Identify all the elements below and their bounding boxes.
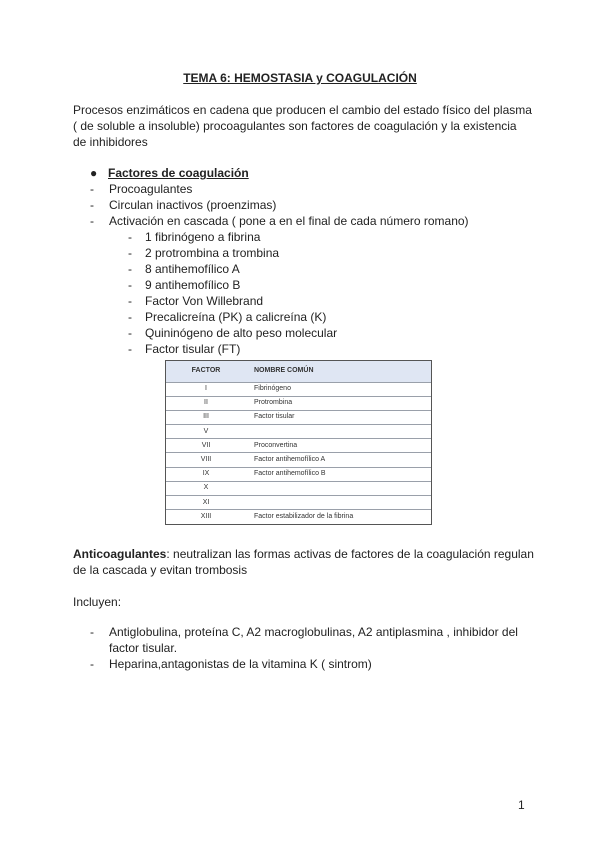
list-item: - Antiglobulina, proteína C, A2 macroglobulinas, A2 antiplasmina , inhibidor del factor tisular. [90, 624, 530, 656]
name-cell [246, 481, 431, 495]
factor-cell: VIII [200, 456, 212, 464]
sublist-item: - 2 protrombina a trombina [128, 245, 337, 261]
incluyen-label: Incluyen: [73, 595, 122, 609]
list-item: - Activación en cascada ( pone a en el final de cada número romano) [90, 213, 469, 229]
factor-cell: V [203, 427, 209, 435]
name-cell [246, 425, 431, 439]
sublist-item: - Precalicreína (PK) a calicreína (K) [128, 309, 337, 325]
table-row [166, 410, 431, 424]
section-heading-text: Factores de coagulación [108, 166, 249, 180]
factor-cell: IX [202, 470, 210, 478]
name-cell [246, 496, 431, 510]
name-cell: Protrombina [254, 399, 293, 407]
anticoagulants-term: Anticoagulantes [73, 547, 167, 561]
factor-cell: XIII [200, 513, 212, 521]
name-cell: Proconvertina [254, 441, 298, 449]
header-common-name: NOMBRE COMÚN [254, 367, 314, 375]
anticoagulants-paragraph [73, 546, 543, 578]
factor-cell: XI [202, 498, 210, 506]
factors-table [166, 361, 431, 524]
list-item: - Heparina,antagonistas de la vitamina K ( sintrom) [90, 656, 530, 672]
list-item: - Procoagulantes [90, 181, 469, 197]
table-header-row [166, 361, 431, 382]
table-row [166, 396, 431, 410]
sublist-item: - 9 antihemofílico B [128, 277, 337, 293]
table-row [166, 425, 431, 439]
section-heading [90, 165, 249, 181]
table-row [166, 467, 431, 481]
page-title: TEMA 6: HEMOSTASIA y COAGULACIÓN [183, 71, 417, 85]
sublist-item: - 1 fibrinógeno a fibrina [128, 229, 337, 245]
factors-sublist [128, 229, 337, 357]
factor-cell: III [203, 413, 209, 421]
factors-table-image [165, 360, 432, 525]
table-row [166, 496, 431, 510]
table-row [166, 382, 431, 396]
name-cell: Factor antihemofílico B [254, 470, 326, 478]
table-row [166, 453, 431, 467]
factor-cell: I [205, 385, 207, 393]
table-row [166, 481, 431, 495]
header-factor: FACTOR [191, 367, 221, 375]
sublist-item: - Quininógeno de alto peso molecular [128, 325, 337, 341]
table-row [166, 510, 431, 524]
name-cell: Factor tisular [254, 413, 295, 421]
name-cell: Factor estabilizador de la fibrina [254, 513, 354, 521]
sublist-item: - Factor tisular (FT) [128, 341, 337, 357]
factor-cell: II [204, 399, 208, 407]
incluyen-list [90, 624, 530, 672]
sublist-item: - Factor Von Willebrand [128, 293, 337, 309]
factor-cell: VII [201, 441, 211, 449]
name-cell: Factor antihemofílico A [254, 456, 326, 464]
factor-cell: X [203, 484, 209, 492]
bullet-icon: ● [90, 166, 98, 180]
name-cell: Fibrinógeno [254, 385, 291, 393]
factors-list [90, 181, 469, 229]
anticoagulants-text: : neutralizan las formas activas de factores de la coagulación regulan de la cascada y evitan trombosis [73, 547, 534, 577]
sublist-item: - 8 antihemofílico A [128, 261, 337, 277]
table-row [166, 439, 431, 453]
list-item: - Circulan inactivos (proenzimas) [90, 197, 469, 213]
page-number: 1 [518, 798, 525, 812]
intro-paragraph: Procesos enzimáticos en cadena que producen el cambio del estado físico del plasma ( de soluble a insoluble) procoagulantes son factores de coagulación y la existencia de inhibidores [73, 103, 532, 149]
